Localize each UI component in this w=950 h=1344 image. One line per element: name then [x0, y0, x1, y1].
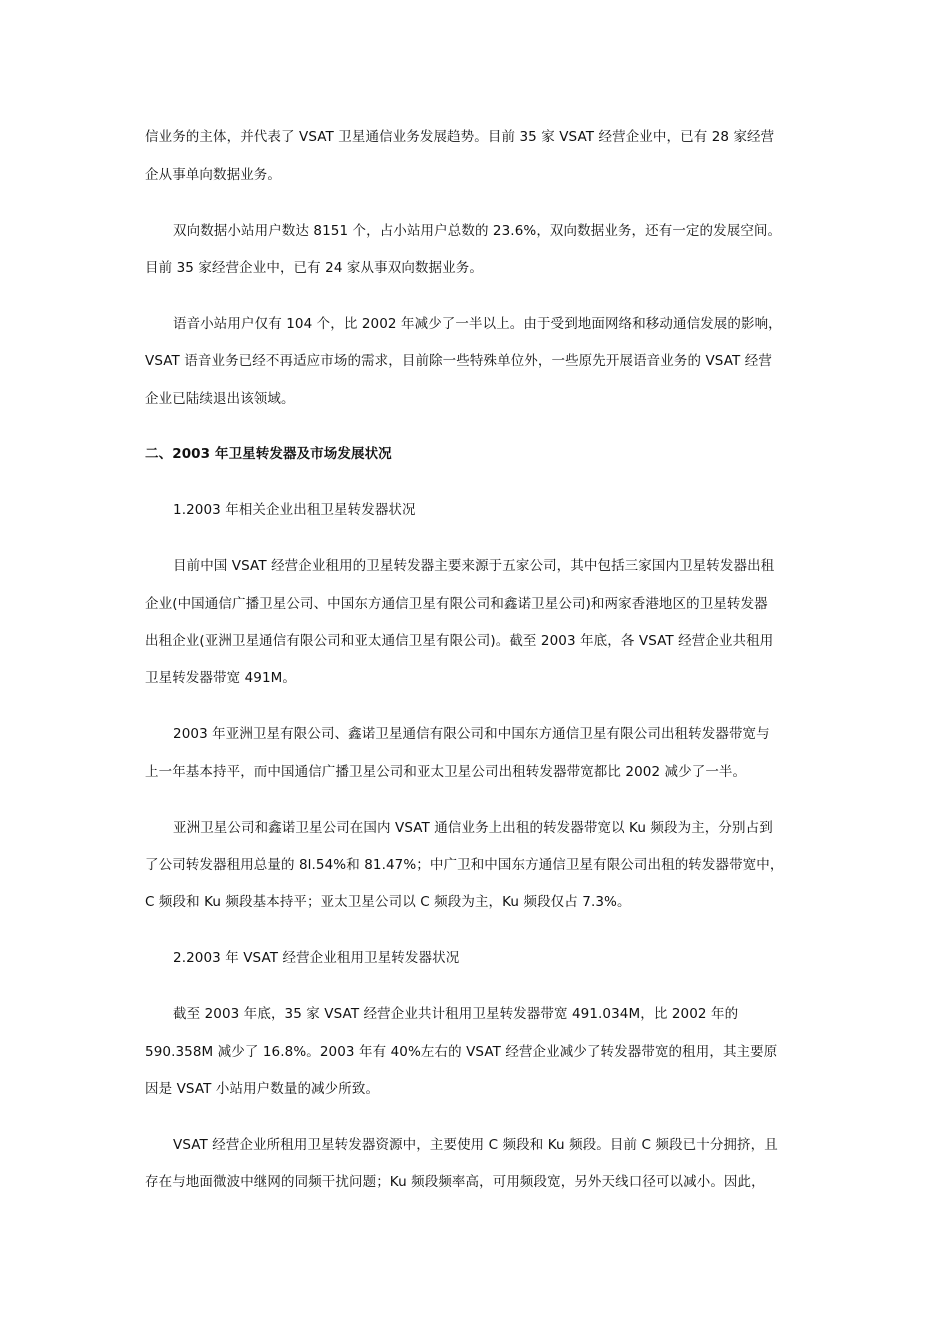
para-6-line-3: C 频段和 Ku 频段基本持平；亚太卫星公司以 C 频段为主，Ku 频段仅占 7.3%。 — [145, 894, 631, 910]
para-4-line-2: 企业(中国通信广播卫星公司、中国东方通信卫星有限公司和鑫诺卫星公司)和两家香港地区的卫星转发器 — [145, 596, 768, 612]
para-7-line-2: 590.358M 减少了 16.8%。2003 年有 40%左右的 VSAT 经营企业减少了转发器带宽的租用，其主要原 — [145, 1044, 778, 1060]
para-5-line-2: 上一年基本持平，而中国通信广播卫星公司和亚太卫星公司出租转发器带宽都比 2002 减少了一半。 — [145, 764, 747, 780]
para-1-line-2: 企从事单向数据业务。 — [145, 167, 281, 183]
para-2-line-2: 目前 35 家经营企业中，已有 24 家从事双向数据业务。 — [145, 260, 483, 276]
para-6-line-2: 了公司转发器租用总量的 8l.54%和 81.47%；中广卫和中国东方通信卫星有限公司出租的转发器带宽中， — [145, 857, 784, 873]
para-4-line-1: 目前中国 VSAT 经营企业租用的卫星转发器主要来源于五家公司，其中包括三家国内卫星转发器出租 — [173, 558, 775, 574]
para-6-line-1: 亚洲卫星公司和鑫诺卫星公司在国内 VSAT 通信业务上出租的转发器带宽以 Ku 频段为主，分别占到 — [173, 820, 773, 836]
subheading-1: 1.2003 年相关企业出租卫星转发器状况 — [173, 502, 416, 518]
para-7-line-1: 截至 2003 年底，35 家 VSAT 经营企业共计租用卫星转发器带宽 491.034M，比 2002 年的 — [173, 1006, 739, 1022]
para-3-line-2: VSAT 语音业务已经不再适应市场的需求，目前除一些特殊单位外，一些原先开展语音业务的 VSAT 经营 — [145, 353, 772, 369]
para-4-line-3: 出租企业(亚洲卫星通信有限公司和亚太通信卫星有限公司)。截至 2003 年底，各 VSAT 经营企业共租用 — [145, 633, 774, 649]
section-heading: 二、2003 年卫星转发器及市场发展状况 — [145, 446, 392, 462]
para-3-line-1: 语音小站用户仅有 104 个，比 2002 年减少了一半以上。由于受到地面网络和移动通信发展的影响， — [173, 316, 782, 332]
para-8-line-2: 存在与地面微波中继网的同频干扰问题；Ku 频段频率高，可用频段宽，另外天线口径可以减小。因此， — [145, 1174, 765, 1190]
para-5-line-1: 2003 年亚洲卫星有限公司、鑫诺卫星通信有限公司和中国东方通信卫星有限公司出租转发器带宽与 — [173, 726, 770, 742]
subheading-2: 2.2003 年 VSAT 经营企业租用卫星转发器状况 — [173, 950, 460, 966]
para-3-line-3: 企业已陆续退出该领域。 — [145, 391, 295, 407]
para-2-line-1: 双向数据小站用户数达 8151 个，占小站用户总数的 23.6%，双向数据业务，还有一定的发展空间。 — [173, 223, 782, 239]
para-4-line-4: 卫星转发器带宽 491M。 — [145, 670, 297, 686]
para-8-line-1: VSAT 经营企业所租用卫星转发器资源中，主要使用 C 频段和 Ku 频段。目前 C 频段已十分拥挤，且 — [173, 1137, 778, 1153]
para-1-line-1: 信业务的主体，并代表了 VSAT 卫星通信业务发展趋势。目前 35 家 VSAT 经营企业中，已有 28 家经营 — [145, 129, 775, 145]
para-7-line-3: 因是 VSAT 小站用户数量的减少所致。 — [145, 1081, 380, 1097]
